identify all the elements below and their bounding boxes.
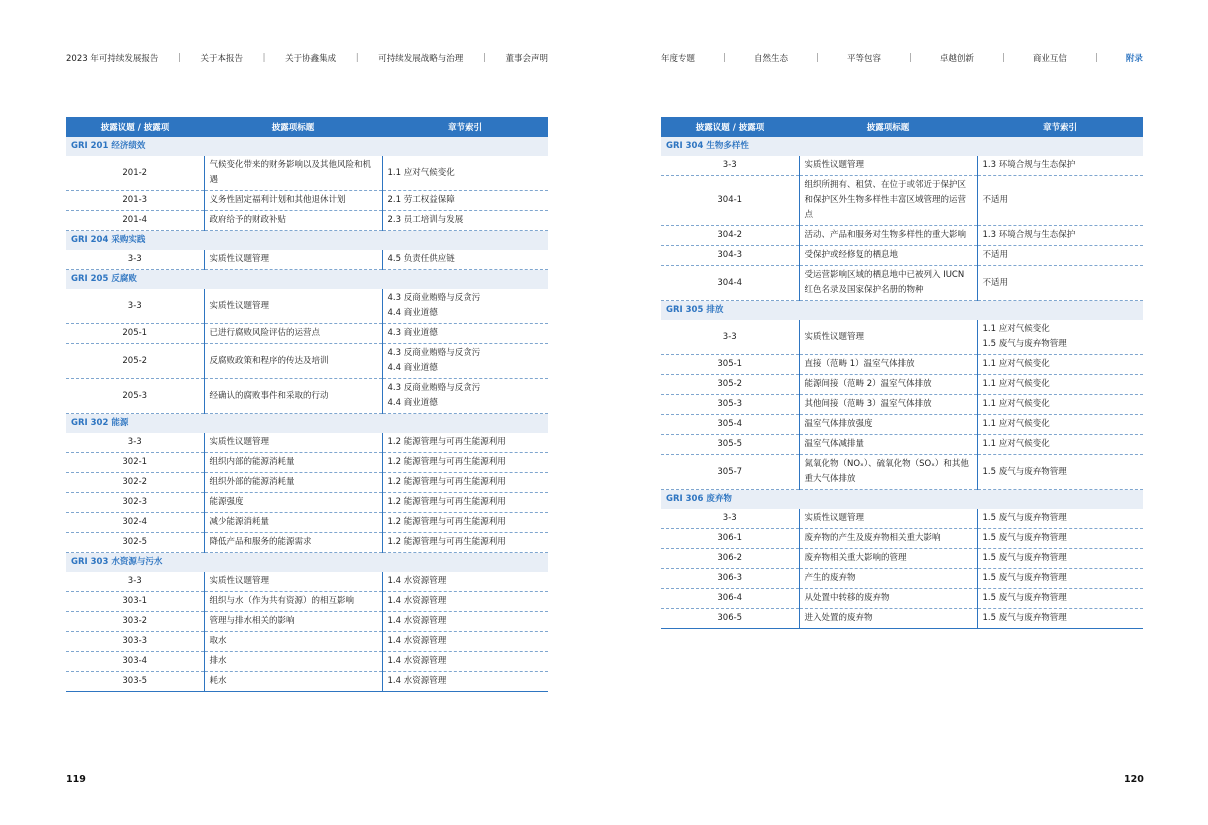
disclosure-code: 3-3 xyxy=(66,433,204,453)
nav-left-item-2[interactable]: 关于协鑫集成 xyxy=(285,54,337,64)
section-spacer xyxy=(799,137,977,156)
table-row xyxy=(661,569,1143,589)
disclosure-title: 实质性议题管理 xyxy=(204,572,382,592)
chapter-reference-line: 1.5 废气与废弃物管理 xyxy=(982,339,1067,349)
disclosure-code: 3-3 xyxy=(661,509,799,529)
chapter-reference xyxy=(977,156,1143,176)
disclosure-code: 302-5 xyxy=(66,533,204,553)
table-row xyxy=(66,324,548,344)
table-row xyxy=(66,344,548,379)
disclosure-title: 直接（范畴 1）温室气体排放 xyxy=(799,355,977,375)
nav-left-item-3[interactable]: 可持续发展战略与治理 xyxy=(378,54,464,64)
disclosure-code: 205-3 xyxy=(66,379,204,414)
chapter-reference xyxy=(977,589,1143,609)
chapter-reference-line: 1.5 废气与废弃物管理 xyxy=(982,613,1067,623)
disclosure-code: 205-1 xyxy=(66,324,204,344)
chapter-reference-line: 1.4 水资源管理 xyxy=(387,596,447,606)
table-header-row xyxy=(66,117,548,137)
table-row xyxy=(661,355,1143,375)
disclosure-code: 305-2 xyxy=(661,375,799,395)
header-disclosure: 披露议题 / 披露项 xyxy=(661,117,799,137)
section-row xyxy=(661,137,1143,156)
chapter-reference-line: 4.4 商业道德 xyxy=(387,398,438,408)
disclosure-code: 3-3 xyxy=(661,156,799,176)
disclosure-title: 实质性议题管理 xyxy=(799,156,977,176)
disclosure-title: 已进行腐败风险评估的运营点 xyxy=(204,324,382,344)
table-row xyxy=(661,549,1143,569)
disclosure-title: 耗水 xyxy=(204,672,382,692)
section-row xyxy=(661,490,1143,510)
chapter-reference-line: 4.3 商业道德 xyxy=(387,328,438,338)
nav-separator: | xyxy=(815,53,819,63)
disclosure-code: 303-3 xyxy=(66,632,204,652)
disclosure-title: 实质性议题管理 xyxy=(204,289,382,324)
section-row xyxy=(66,553,548,573)
nav-separator: | xyxy=(1094,53,1098,63)
chapter-reference-line: 2.1 劳工权益保障 xyxy=(387,195,455,205)
table-row xyxy=(66,652,548,672)
section-spacer xyxy=(204,414,382,434)
chapter-reference-line: 1.5 废气与废弃物管理 xyxy=(982,573,1067,583)
table-row xyxy=(661,395,1143,415)
table-row xyxy=(66,572,548,592)
table-row xyxy=(661,156,1143,176)
disclosure-code: 303-5 xyxy=(66,672,204,692)
chapter-reference xyxy=(382,156,548,191)
disclosure-title: 组织内部的能源消耗量 xyxy=(204,453,382,473)
chapter-reference xyxy=(382,324,548,344)
section-title: GRI 303 水资源与污水 xyxy=(66,553,204,573)
chapter-reference-line: 不适用 xyxy=(982,277,1009,288)
chapter-reference-line: 1.1 应对气候变化 xyxy=(982,359,1050,369)
disclosure-title: 降低产品和服务的能源需求 xyxy=(204,533,382,553)
chapter-reference-line: 1.5 废气与废弃物管理 xyxy=(982,593,1067,603)
chapter-reference xyxy=(977,320,1143,355)
disclosure-title: 进入处置的废弃物 xyxy=(799,609,977,629)
chapter-reference-line: 1.2 能源管理与可再生能源利用 xyxy=(387,457,506,467)
chapter-reference-line: 不适用 xyxy=(982,195,1009,205)
chapter-reference xyxy=(977,569,1143,589)
disclosure-code: 304-4 xyxy=(661,266,799,301)
disclosure-title: 能源间接（范畴 2）温室气体排放 xyxy=(799,375,977,395)
disclosure-title: 氮氧化物（NOₓ）、硫氧化物（SOₓ）和其他重大气体排放 xyxy=(799,455,977,490)
chapter-reference-line: 1.4 水资源管理 xyxy=(387,576,447,586)
section-title: GRI 306 废弃物 xyxy=(661,490,799,510)
nav-separator: | xyxy=(262,53,266,63)
chapter-reference-line: 1.2 能源管理与可再生能源利用 xyxy=(387,497,506,507)
chapter-reference-line: 1.5 废气与废弃物管理 xyxy=(982,553,1067,563)
section-spacer xyxy=(799,490,977,510)
section-title: GRI 305 排放 xyxy=(661,301,799,321)
disclosure-code: 306-3 xyxy=(661,569,799,589)
chapter-reference xyxy=(382,652,548,672)
chapter-reference-line: 1.1 应对气候变化 xyxy=(982,324,1050,334)
disclosure-title: 实质性议题管理 xyxy=(204,250,382,270)
table-row xyxy=(661,529,1143,549)
disclosure-title: 废弃物相关重大影响的管理 xyxy=(799,549,977,569)
chapter-reference xyxy=(977,509,1143,529)
disclosure-code: 305-1 xyxy=(661,355,799,375)
section-spacer xyxy=(382,553,548,573)
chapter-reference xyxy=(382,632,548,652)
header-disclosure: 披露议题 / 披露项 xyxy=(66,117,204,137)
nav-left-item-4[interactable]: 董事会声明 xyxy=(505,54,548,64)
chapter-reference-line: 1.2 能源管理与可再生能源利用 xyxy=(387,537,506,547)
section-spacer xyxy=(382,137,548,156)
header-chapter-index: 章节索引 xyxy=(977,117,1143,137)
table-row xyxy=(66,493,548,513)
disclosure-code: 303-4 xyxy=(66,652,204,672)
page-number-left: 119 xyxy=(66,774,86,785)
chapter-reference xyxy=(382,379,548,414)
disclosure-title: 组织所拥有、租赁、在位于或邻近于保护区和保护区外生物多样性丰富区域管理的运营点 xyxy=(799,176,977,226)
chapter-reference-line: 2.3 员工培训与发展 xyxy=(387,215,464,225)
disclosure-code: 305-4 xyxy=(661,415,799,435)
table-row xyxy=(661,609,1143,629)
chapter-reference-line: 1.5 废气与废弃物管理 xyxy=(982,466,1067,477)
nav-right-item-2[interactable]: 平等包容 xyxy=(846,54,881,64)
disclosure-title: 废弃物的产生及废弃物相关重大影响 xyxy=(799,529,977,549)
table-row xyxy=(66,513,548,533)
chapter-reference-line: 4.3 反商业贿赂与反贪污 xyxy=(387,293,481,303)
table-row xyxy=(66,533,548,553)
chapter-reference xyxy=(977,435,1143,455)
section-spacer xyxy=(204,270,382,290)
chapter-reference xyxy=(382,344,548,379)
disclosure-code: 3-3 xyxy=(66,572,204,592)
header-nav-right xyxy=(661,52,1143,64)
disclosure-title: 受保护或经修复的栖息地 xyxy=(799,246,977,266)
gri-index-table-left xyxy=(66,117,548,692)
disclosure-code: 3-3 xyxy=(66,289,204,324)
table-row xyxy=(661,226,1143,246)
disclosure-code: 302-3 xyxy=(66,493,204,513)
table-row xyxy=(66,211,548,231)
chapter-reference-line: 1.3 环境合规与生态保护 xyxy=(982,230,1076,240)
table-row xyxy=(661,176,1143,226)
table-row xyxy=(66,433,548,453)
table-row xyxy=(66,672,548,692)
chapter-reference xyxy=(977,355,1143,375)
table-row xyxy=(661,246,1143,266)
disclosure-code: 305-3 xyxy=(661,395,799,415)
nav-separator: | xyxy=(355,53,359,63)
disclosure-title: 活动、产品和服务对生物多样性的重大影响 xyxy=(799,226,977,246)
disclosure-title: 取水 xyxy=(204,632,382,652)
disclosure-title: 其他间接（范畴 3）温室气体排放 xyxy=(799,395,977,415)
section-spacer xyxy=(382,231,548,251)
chapter-reference-line: 1.1 应对气候变化 xyxy=(982,399,1050,409)
section-title: GRI 205 反腐败 xyxy=(66,270,204,290)
section-spacer xyxy=(204,231,382,251)
table-row xyxy=(66,191,548,211)
section-spacer xyxy=(799,301,977,321)
disclosure-code: 302-4 xyxy=(66,513,204,533)
chapter-reference xyxy=(977,549,1143,569)
chapter-reference-line: 1.1 应对气候变化 xyxy=(982,419,1050,429)
disclosure-title: 组织与水（作为共有资源）的相互影响 xyxy=(204,592,382,612)
chapter-reference xyxy=(977,455,1143,490)
table-row xyxy=(66,250,548,270)
nav-separator: | xyxy=(482,53,486,63)
chapter-reference-line: 1.2 能源管理与可再生能源利用 xyxy=(387,437,506,447)
chapter-reference-line: 1.4 水资源管理 xyxy=(387,616,447,626)
chapter-reference-line: 4.4 商业道德 xyxy=(387,308,438,318)
disclosure-code: 306-5 xyxy=(661,609,799,629)
chapter-reference xyxy=(382,211,548,231)
table-row xyxy=(661,266,1143,301)
disclosure-code: 302-2 xyxy=(66,473,204,493)
table-row xyxy=(661,455,1143,490)
chapter-reference-line: 1.5 废气与废弃物管理 xyxy=(982,533,1067,543)
section-spacer xyxy=(204,553,382,573)
disclosure-title: 产生的废弃物 xyxy=(799,569,977,589)
table-row xyxy=(661,320,1143,355)
section-title: GRI 304 生物多样性 xyxy=(661,137,799,156)
chapter-reference-line: 1.4 水资源管理 xyxy=(387,656,447,666)
nav-left-item-0[interactable]: 2023 年可持续发展报告 xyxy=(66,54,159,64)
chapter-reference-line: 4.5 负责任供应链 xyxy=(387,254,455,264)
nav-separator: | xyxy=(722,53,727,63)
disclosure-title: 能源强度 xyxy=(204,493,382,513)
table-row xyxy=(66,632,548,652)
chapter-reference-line: 1.4 水资源管理 xyxy=(387,676,447,686)
section-row xyxy=(66,270,548,290)
nav-right-item-5[interactable]: 附录 xyxy=(1125,54,1143,64)
section-row xyxy=(66,414,548,434)
header-chapter-index: 章节索引 xyxy=(382,117,548,137)
disclosure-code: 3-3 xyxy=(66,250,204,270)
table-row xyxy=(66,612,548,632)
nav-left-item-1[interactable]: 关于本报告 xyxy=(200,54,243,64)
chapter-reference xyxy=(977,266,1143,301)
disclosure-title: 排水 xyxy=(204,652,382,672)
header-title: 披露项标题 xyxy=(204,117,382,137)
nav-separator: | xyxy=(1001,53,1005,63)
disclosure-code: 201-3 xyxy=(66,191,204,211)
section-title: GRI 201 经济绩效 xyxy=(66,137,204,156)
chapter-reference xyxy=(382,191,548,211)
disclosure-code: 3-3 xyxy=(661,320,799,355)
section-spacer xyxy=(382,270,548,290)
disclosure-title: 义务性固定福利计划和其他退休计划 xyxy=(204,191,382,211)
chapter-reference-line: 4.3 反商业贿赂与反贪污 xyxy=(387,383,481,393)
chapter-reference xyxy=(382,612,548,632)
disclosure-title: 温室气体减排量 xyxy=(799,435,977,455)
disclosure-code: 303-1 xyxy=(66,592,204,612)
chapter-reference-line: 1.3 环境合规与生态保护 xyxy=(982,160,1076,170)
table-row xyxy=(661,435,1143,455)
table-row xyxy=(661,589,1143,609)
disclosure-code: 302-1 xyxy=(66,453,204,473)
disclosure-title: 受运营影响区域的栖息地中已被列入 IUCN 红色名录及国家保护名册的物种 xyxy=(799,266,977,301)
chapter-reference xyxy=(977,176,1143,226)
disclosure-title: 实质性议题管理 xyxy=(799,320,977,355)
chapter-reference-line: 不适用 xyxy=(982,250,1009,260)
chapter-reference xyxy=(382,250,548,270)
header-nav-left xyxy=(66,52,548,64)
chapter-reference xyxy=(977,609,1143,629)
chapter-reference-line: 1.1 应对气候变化 xyxy=(982,439,1050,449)
nav-right-item-3[interactable]: 卓越创新 xyxy=(939,54,974,64)
disclosure-title: 政府给予的财政补贴 xyxy=(204,211,382,231)
section-spacer xyxy=(382,414,548,434)
chapter-reference xyxy=(382,592,548,612)
disclosure-code: 201-4 xyxy=(66,211,204,231)
chapter-reference xyxy=(382,533,548,553)
disclosure-code: 306-4 xyxy=(661,589,799,609)
chapter-reference xyxy=(977,246,1143,266)
section-spacer xyxy=(204,137,382,156)
chapter-reference xyxy=(382,513,548,533)
chapter-reference xyxy=(382,493,548,513)
chapter-reference xyxy=(382,473,548,493)
chapter-reference-line: 1.2 能源管理与可再生能源利用 xyxy=(387,517,506,527)
section-spacer xyxy=(977,490,1143,510)
disclosure-code: 205-2 xyxy=(66,344,204,379)
chapter-reference xyxy=(382,672,548,692)
disclosure-title: 从处置中转移的废弃物 xyxy=(799,589,977,609)
disclosure-title: 气候变化带来的财务影响以及其他风险和机遇 xyxy=(204,156,382,191)
table-row xyxy=(66,289,548,324)
nav-right-item-4[interactable]: 商业互信 xyxy=(1032,54,1067,64)
disclosure-title: 温室气体排放强度 xyxy=(799,415,977,435)
section-row xyxy=(66,231,548,251)
disclosure-code: 306-1 xyxy=(661,529,799,549)
chapter-reference-line: 4.4 商业道德 xyxy=(387,363,438,373)
disclosure-title: 减少能源消耗量 xyxy=(204,513,382,533)
gri-index-table-right xyxy=(661,117,1143,629)
chapter-reference xyxy=(977,395,1143,415)
disclosure-title: 经确认的腐败事件和采取的行动 xyxy=(204,379,382,414)
disclosure-code: 306-2 xyxy=(661,549,799,569)
disclosure-code: 305-5 xyxy=(661,435,799,455)
disclosure-code: 201-2 xyxy=(66,156,204,191)
disclosure-title: 实质性议题管理 xyxy=(204,433,382,453)
chapter-reference-line: 1.5 废气与废弃物管理 xyxy=(982,513,1067,523)
table-row xyxy=(66,379,548,414)
disclosure-code: 304-3 xyxy=(661,246,799,266)
chapter-reference xyxy=(382,433,548,453)
chapter-reference xyxy=(977,529,1143,549)
section-spacer xyxy=(977,137,1143,156)
disclosure-title: 反腐败政策和程序的传达及培训 xyxy=(204,344,382,379)
section-title: GRI 204 采购实践 xyxy=(66,231,204,251)
table-header-row xyxy=(661,117,1143,137)
disclosure-code: 305-7 xyxy=(661,455,799,490)
disclosure-code: 304-1 xyxy=(661,176,799,226)
header-title: 披露项标题 xyxy=(799,117,977,137)
disclosure-title: 管理与排水相关的影响 xyxy=(204,612,382,632)
section-spacer xyxy=(977,301,1143,321)
disclosure-title: 实质性议题管理 xyxy=(799,509,977,529)
table-row xyxy=(661,375,1143,395)
chapter-reference-line: 1.4 水资源管理 xyxy=(387,636,447,646)
nav-right-item-0[interactable]: 年度专题 xyxy=(661,54,696,64)
table-row xyxy=(66,592,548,612)
chapter-reference xyxy=(977,375,1143,395)
table-row xyxy=(66,473,548,493)
chapter-reference xyxy=(977,226,1143,246)
nav-right-item-1[interactable]: 自然生态 xyxy=(753,54,788,64)
chapter-reference-line: 1.1 应对气候变化 xyxy=(387,167,455,178)
disclosure-code: 304-2 xyxy=(661,226,799,246)
chapter-reference xyxy=(382,572,548,592)
nav-separator: | xyxy=(908,53,912,63)
chapter-reference-line: 1.2 能源管理与可再生能源利用 xyxy=(387,477,506,487)
chapter-reference xyxy=(382,453,548,473)
chapter-reference-line: 4.3 反商业贿赂与反贪污 xyxy=(387,348,481,358)
chapter-reference-line: 1.1 应对气候变化 xyxy=(982,379,1050,389)
page-number-right: 120 xyxy=(1124,774,1144,785)
table-row xyxy=(661,415,1143,435)
section-row xyxy=(66,137,548,156)
table-row xyxy=(66,156,548,191)
chapter-reference xyxy=(382,289,548,324)
disclosure-title: 组织外部的能源消耗量 xyxy=(204,473,382,493)
table-row xyxy=(661,509,1143,529)
disclosure-code: 303-2 xyxy=(66,612,204,632)
section-row xyxy=(661,301,1143,321)
table-row xyxy=(66,453,548,473)
nav-separator: | xyxy=(177,53,181,63)
chapter-reference xyxy=(977,415,1143,435)
section-title: GRI 302 能源 xyxy=(66,414,204,434)
